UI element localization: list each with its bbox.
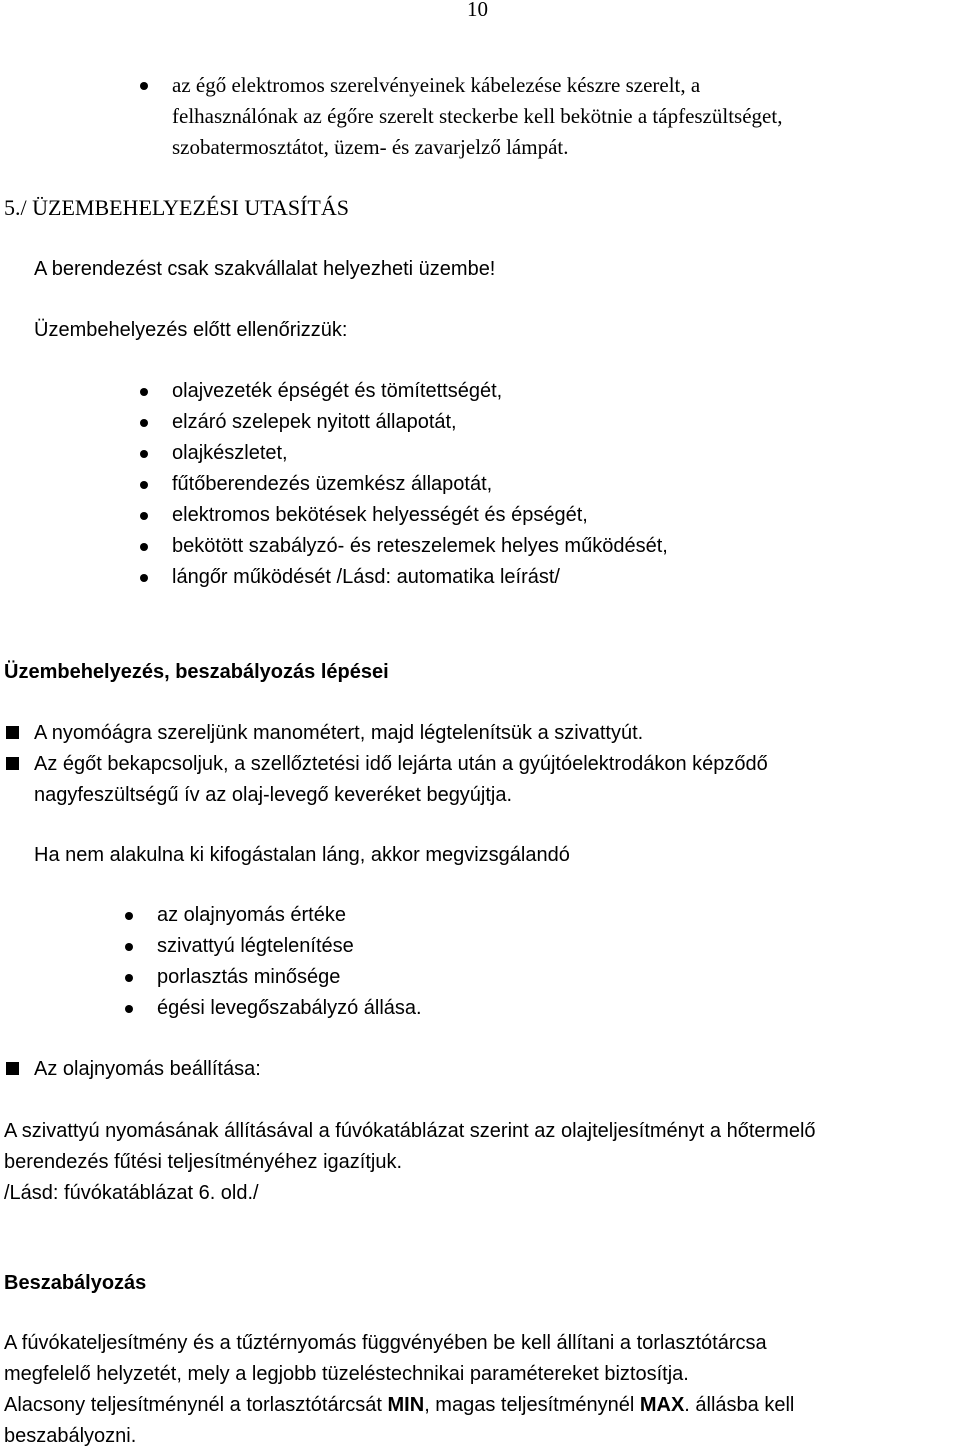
list-item: olajvezeték épségét és tömítettségét,	[136, 376, 936, 407]
oil-line-2: berendezés fűtési teljesítményéhez igazítjuk.	[4, 1151, 402, 1173]
list-item: szivattyú légtelenítése	[121, 931, 921, 962]
oil-line-3: /Lásd: fúvókatáblázat 6. old./	[4, 1182, 259, 1204]
list-item	[136, 70, 956, 163]
check-list-block	[136, 376, 936, 593]
list-item: elektromos bekötések helyességét és épségét,	[136, 500, 936, 531]
list-item	[4, 718, 954, 749]
section-5-heading: 5./ ÜZEMBEHELYEZÉSI UTASÍTÁS	[4, 195, 349, 220]
oil-line-1: A szivattyú nyomásának állításával a fúvókatáblázat szerint az olajteljesítményt a hőtermelő	[4, 1120, 816, 1142]
list-item	[4, 1054, 261, 1085]
section-5-intro: A berendezést csak szakvállalat helyezheti üzembe!	[34, 258, 496, 280]
top-bullet-line-3: szobatermosztátot, üzem- és zavarjelző lámpát.	[172, 135, 569, 159]
top-bullet-line-2: felhasználónak az égőre szerelt steckerbe kell bekötnie a tápfeszültséget,	[172, 104, 783, 128]
square-bullet-icon	[6, 726, 19, 739]
page-number: 10	[467, 0, 488, 21]
top-bullet-line-1: az égő elektromos szerelvényeinek kábelezése készre szerelt, a	[172, 73, 701, 97]
min-label: MIN	[387, 1394, 425, 1416]
oil-pressure-heading: Az olajnyomás beállítása:	[34, 1058, 261, 1080]
list-item: lángőr működését /Lásd: automatika leírást/	[136, 562, 936, 593]
check2-intro: Ha nem alakulna ki kifogástalan láng, akkor megvizsgálandó	[34, 844, 570, 866]
check2-list	[121, 900, 921, 1024]
square-bullet-icon	[6, 1062, 19, 1075]
adjust-last-mid: , magas teljesítménynél	[424, 1394, 640, 1416]
adjust-last-post: . állásba kell	[684, 1394, 795, 1416]
adjust-heading: Beszabályozás	[4, 1272, 147, 1294]
list-item: porlasztás minősége	[121, 962, 921, 993]
top-bullet-block	[136, 70, 956, 163]
step-1-text: A nyomóágra szereljünk manométert, majd légtelenítsük a szivattyút.	[34, 722, 644, 744]
steps-heading: Üzembehelyezés, beszabályozás lépései	[4, 661, 389, 683]
square-bullet-icon	[6, 757, 19, 770]
check-intro: Üzembehelyezés előtt ellenőrizzük:	[34, 319, 348, 341]
steps-list	[4, 718, 954, 811]
adjust-last-line-2: beszabályozni.	[4, 1425, 137, 1447]
list-item: az olajnyomás értéke	[121, 900, 921, 931]
top-bullet-list	[136, 70, 956, 163]
adjust-line-2: megfelelő helyzetét, mely a legjobb tüzeléstechnikai paramétereket biztosítja.	[4, 1363, 689, 1385]
max-label: MAX	[639, 1394, 685, 1416]
list-item: elzáró szelepek nyitott állapotát,	[136, 407, 936, 438]
list-item: bekötött szabályzó- és reteszelemek helyes működését,	[136, 531, 936, 562]
step-2-line-1: Az égőt bekapcsoljuk, a szellőztetési idő lejárta után a gyújtóelektrodákon képződő	[34, 753, 768, 775]
list-item	[4, 749, 954, 811]
list-item: olajkészletet,	[136, 438, 936, 469]
adjust-line-1: A fúvókateljesítmény és a tűztérnyomás függvényében be kell állítani a torlasztótárcsa	[4, 1332, 767, 1354]
list-item: fűtőberendezés üzemkész állapotát,	[136, 469, 936, 500]
adjust-last-pre: Alacsony teljesítménynél a torlasztótárcsát	[4, 1394, 388, 1416]
oil-pressure-heading-row	[4, 1054, 261, 1085]
step-2-line-2: nagyfeszültségű ív az olaj-levegő keveréket begyújtja.	[34, 784, 513, 806]
adjust-paragraph	[4, 1328, 959, 1452]
list-item: égési levegőszabályzó állása.	[121, 993, 921, 1024]
check-list	[136, 376, 936, 593]
oil-pressure-paragraph	[4, 1116, 959, 1209]
check2-list-block	[121, 900, 921, 1024]
